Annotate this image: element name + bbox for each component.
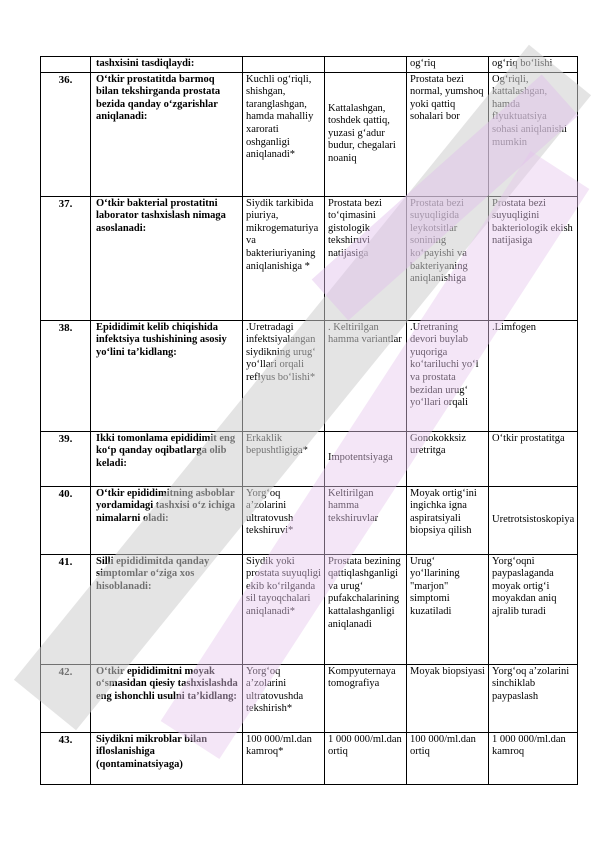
table-row [41, 431, 578, 486]
question-number: 41. [41, 554, 91, 664]
answer-c: Moyak biopsiyasi [407, 664, 489, 732]
answer-c: 100 000/ml.dan ortiq [407, 732, 489, 784]
answer-a: Yorg‘oq a’zolarini ultratovushda tekshirish* [243, 664, 325, 732]
answer-b: Impotentsiyaga [325, 431, 407, 486]
question-text: Siydikni mikroblar bilan ifloslanishiga (qontaminatsiyaga) [91, 732, 243, 784]
answer-c: Prostata bezi suyuqligida leykotsitlar sonining ko‘payishi va bakteriyaning aniqlanishiga [407, 196, 489, 320]
answer-d: Prostata bezi suyuqligini bakteriologik ekish natijasiga [489, 196, 578, 320]
answer-d: Yorg‘oq a’zolarini sinchiklab paypaslash [489, 664, 578, 732]
answer-c: .Uretraning devori buylab yuqoriga ko‘tariluchi yo‘l va prostata bezidan urug‘ yo‘llari orqali [407, 320, 489, 431]
question-text: O‘tkir epididimitni moyak o‘smasidan qiesiy tashxislashda eng ishonchli usulni ta’kidlang: [91, 664, 243, 732]
answer-c: og‘riq [407, 57, 489, 73]
question-number: 39. [41, 431, 91, 486]
table-row [41, 320, 578, 431]
answer-a: 100 000/ml.dan kamroq* [243, 732, 325, 784]
question-text: tashxisini tasdiqlaydi: [91, 57, 243, 73]
answer-d: .Limfogen [489, 320, 578, 431]
answer-b: Kattalashgan, toshdek qattiq, yuzasi g‘adur budur, chegalari noaniq [325, 72, 407, 196]
question-text: Ikki tomonlama epididimit eng ko‘p qanday oqibatlarga olib keladi: [91, 431, 243, 486]
question-text: O‘tkir epididimitning asboblar yordamidagi tashxisi o‘z ichiga nimalarni oladi: [91, 486, 243, 554]
answer-c: Moyak ortig‘ini ingichka igna aspiratsiyali biopsiya qilish [407, 486, 489, 554]
question-number: 36. [41, 72, 91, 196]
answer-d: Og‘riqli, kattalashgan, hamda flyuktuatsiya sohasi aniqlanishi mumkin [489, 72, 578, 196]
answer-b: Kompyuternaya tomografiya [325, 664, 407, 732]
question-number: 43. [41, 732, 91, 784]
answer-a: .Uretradagi infektsiyalangan siydikning urug‘ yo‘llari orqali reflyus bo‘lishi* [243, 320, 325, 431]
answer-a: Kuchli og‘riqli, shishgan, taranglashgan, hamda mahalliy xarorati oshganligi aniqlanadi* [243, 72, 325, 196]
question-text: Silli epididimitda qanday simptomlar o‘ziga xos hisoblanadi: [91, 554, 243, 664]
question-number: 38. [41, 320, 91, 431]
table-row [41, 72, 578, 196]
answer-d: 1 000 000/ml.dan kamroq [489, 732, 578, 784]
table-row [41, 486, 578, 554]
answer-c: Urug‘ yo‘llarining "marjon" simptomi kuzatiladi [407, 554, 489, 664]
answer-b: Prostata bezining qattiqlashganligi va urug‘ pufakchalarining kattalashganligi aniqlanadi [325, 554, 407, 664]
answer-a [243, 57, 325, 73]
table-row [41, 196, 578, 320]
question-number: 42. [41, 664, 91, 732]
answer-b [325, 57, 407, 73]
answer-b: 1 000 000/ml.dan ortiq [325, 732, 407, 784]
test-questions-table [40, 56, 578, 785]
answer-b: Prostata bezi to‘qimasini gistologik tekshiruvi natijasiga [325, 196, 407, 320]
answer-a: Yorg‘oq a’zolarini ultratovush tekshiruvi* [243, 486, 325, 554]
question-number: 37. [41, 196, 91, 320]
answer-b: . Keltirilgan hamma variantlar [325, 320, 407, 431]
answer-d: og‘riq bo‘lishi [489, 57, 578, 73]
answer-a: Siydik yoki prostata suyuqligi ekib ko‘rilganda sil tayoqchalari aniqlanadi* [243, 554, 325, 664]
table-row [41, 57, 578, 73]
answer-c: Prostata bezi normal, yumshoq yoki qattiq sohalari bor [407, 72, 489, 196]
question-text: Epididimit kelib chiqishida infektsiya tushishining asosiy yo‘lini ta’kidlang: [91, 320, 243, 431]
answer-d: Uretrotsistoskopiya [489, 486, 578, 554]
question-number [41, 57, 91, 73]
question-number: 40. [41, 486, 91, 554]
answer-b: Keltirilgan hamma tekshiruvlar [325, 486, 407, 554]
question-text: O‘tkir prostatitda barmoq bilan tekshirganda prostata bezida qanday o‘zgarishlar aniqlanadi: [91, 72, 243, 196]
table-row [41, 554, 578, 664]
answer-a: Erkaklik bepushtligiga* [243, 431, 325, 486]
answer-d: Yorg‘oqni paypaslaganda moyak ortig‘i moyakdan aniq ajralib turadi [489, 554, 578, 664]
table-row [41, 732, 578, 784]
answer-a: Siydik tarkibida piuriya, mikrogematuriya va bakteriuriyaning aniqlanishiga * [243, 196, 325, 320]
question-text: O‘tkir bakterial prostatitni laborator tashxislash nimaga asoslanadi: [91, 196, 243, 320]
table-row [41, 664, 578, 732]
answer-d: O‘tkir prostatitga [489, 431, 578, 486]
answer-c: Gonokokksiz uretritga [407, 431, 489, 486]
